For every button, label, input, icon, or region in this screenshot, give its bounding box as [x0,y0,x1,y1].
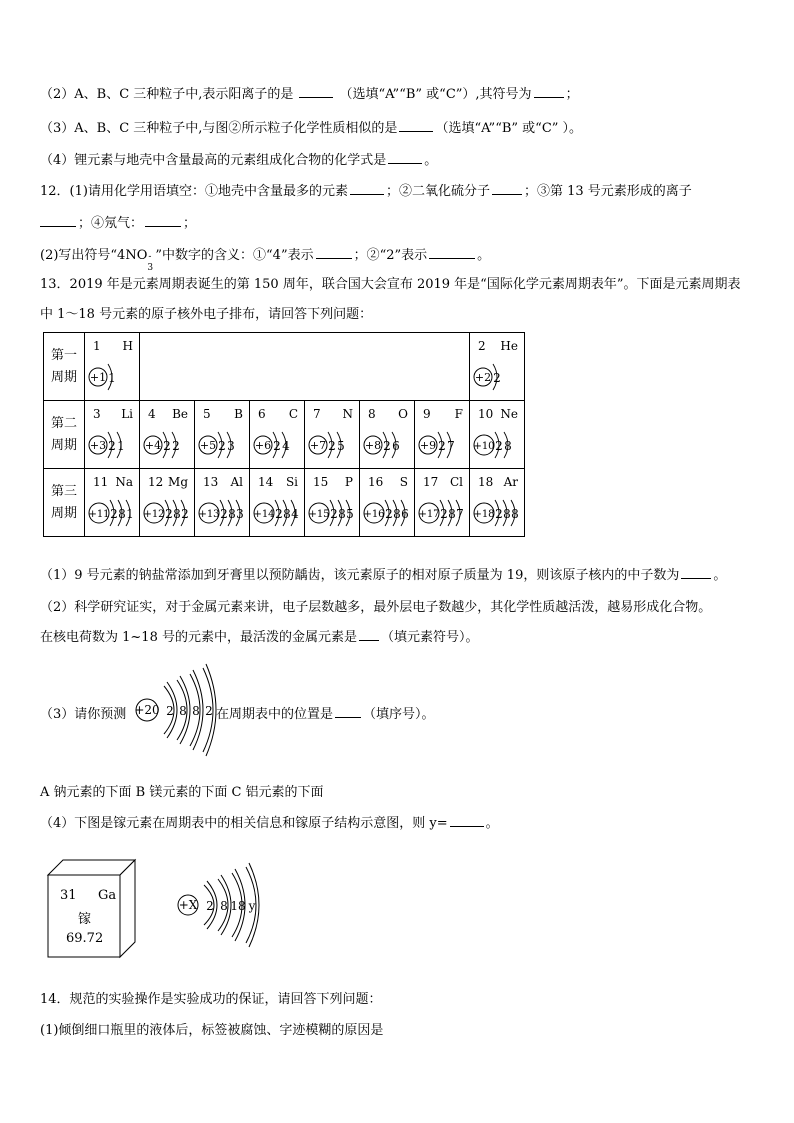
element-header [368,475,408,489]
atomic-number: 10 [478,407,494,421]
electron-count: 3 [236,507,244,521]
nucleus-charge: +13 [198,509,220,520]
question-12-line2: ；④氖气： ； [40,212,196,231]
element-cell-be [140,401,195,469]
electron-count: 2 [218,439,226,453]
nucleus-charge: +11 [88,509,110,520]
question-12-line1: 12．(1)请用化学用语填空：①地壳中含量最多的元素 ；②二氧化硫分子 ；③第 13 号元素形成的离子 [40,184,692,199]
element-symbol: Si [285,475,298,489]
atom-structure [140,491,194,535]
element-cell-li [85,401,140,469]
atom-structure [305,491,359,535]
element-header [368,407,408,421]
element-symbol: Cl [449,475,463,489]
element-header [148,475,188,489]
electron-count: 8 [511,507,519,521]
atom-structure [415,491,469,535]
atomic-number: 12 [148,475,164,489]
element-symbol: H [122,339,133,353]
question-13-4: （4）下图是镓元素在周期表中的相关信息和镓原子结构示意图，则 y= 。 [40,816,499,831]
electron-count: 6 [401,507,409,521]
electron-count: 2 [438,439,446,453]
element-cell-si [250,469,305,537]
element-symbol: C [288,407,298,421]
nucleus-charge: +4 [144,439,162,452]
question-13-3-tail: 在周期表中的位置是 （填序号）。 [216,707,435,722]
element-cell-n [305,401,360,469]
electron-count: y [248,899,256,913]
electron-count: 8 [220,899,228,913]
question-14-1: (1)倾倒细口瓶里的液体后，标签被腐蚀、字迹模糊的原因是 [40,1023,384,1038]
period-label: 第二 周期 [44,401,85,469]
electron-count: 2 [273,439,281,453]
element-header [203,475,243,489]
element-symbol: B [234,407,243,421]
electron-count: 2 [495,507,503,521]
electron-count: 2 [220,507,228,521]
element-header [423,407,463,421]
periodic-table [43,332,525,537]
question-13-1: （1）9 号元素的钠盐常添加到牙膏里以预防龋齿，该元素原子的相对原子质量为 19，则该原子核内的中子数为 。 [40,568,727,583]
electron-count: 2 [493,371,501,385]
atomic-number: 17 [423,475,439,489]
question-line: （2）A、B、C 三种粒子中,表示阳离子的是 （选填“A”“B” 或“C”）,其符号为 ； [40,87,579,102]
element-symbol: S [399,475,408,489]
electron-count: 8 [503,507,511,521]
atomic-number: 14 [258,475,274,489]
electron-count: 8 [228,507,236,521]
electron-count: 2 [385,507,393,521]
atomic-number: 5 [203,407,211,421]
element-cell-na [85,469,140,537]
electron-count: 8 [393,507,401,521]
nucleus-charge: +5 [199,439,217,452]
atom-structure [305,423,359,467]
electron-count: 8 [338,507,346,521]
element-cell-cl [415,469,470,537]
gallium-name: 镓 [78,912,92,927]
electron-count: 8 [192,704,200,718]
element-cell-ne [470,401,525,469]
nucleus-charge: +1 [89,371,107,384]
question-13-2a: （2）科学研究证实，对于金属元素来讲，电子层数越多，最外层电子数越少，其化学性质越活泼，越易形成化合物。 [40,600,712,615]
electron-count: 1 [108,371,116,385]
atom-structure [195,491,249,535]
atomic-number: 15 [313,475,329,489]
atom-structure [85,423,139,467]
atom-structure [415,423,469,467]
electron-count: 2 [440,507,448,521]
element-cell-mg [140,469,195,537]
nucleus-charge: +10 [473,441,495,452]
electron-count: 2 [495,439,503,453]
electron-count: 8 [173,507,181,521]
element-symbol: Li [121,407,133,421]
question-13-line1: 13．2019 年是元素周期表诞生的第 150 周年，联合国大会宣布 2019 年是“国际化学元素周期表年”。下面是元素周期表 [40,277,741,292]
electron-count: 8 [118,507,126,521]
nucleus-charge: +X [178,898,198,912]
element-header [258,407,298,421]
period-label: 第三 周期 [44,469,85,537]
element-cell-h [85,333,140,401]
element-header [93,475,133,489]
nucleus-charge: +9 [419,439,437,452]
gallium-element-box [45,855,140,965]
element-cell-ar [470,469,525,537]
atom-structure [360,423,414,467]
element-cell-f [415,401,470,469]
electron-count: 2 [166,704,174,718]
atomic-number: 11 [93,475,109,489]
electron-count: 8 [179,704,187,718]
nucleus-charge: +7 [309,439,327,452]
nucleus-charge: +18 [473,509,495,520]
electron-count: 5 [337,439,345,453]
electron-count: 2 [205,704,213,718]
electron-count: 2 [330,507,338,521]
atom-diagram-gallium [170,850,290,960]
element-header [203,407,243,421]
question-13-3: （3）请你预测 [40,707,127,722]
nucleus-charge: +17 [418,509,440,520]
element-cell-o [360,401,415,469]
nucleus-charge: +12 [143,509,165,520]
electron-count: 3 [227,439,235,453]
nucleus-charge: +8 [364,439,382,452]
electron-count: 2 [165,507,173,521]
atomic-number: 1 [93,339,101,353]
question-13-line2: 中 1～18 号元素的原子核外电子排布，请回答下列问题： [40,307,373,322]
element-header [93,339,133,353]
electron-count: 2 [383,439,391,453]
gallium-number: 31 [60,888,77,903]
atom-structure [470,423,524,467]
electron-count: 18 [230,899,246,913]
nucleus-charge: +20 [134,703,160,717]
element-symbol: Na [115,475,133,489]
element-symbol: P [344,475,353,489]
element-cell-c [250,401,305,469]
nucleus-charge: +15 [308,509,330,520]
element-cell-s [360,469,415,537]
nucleus-charge: +16 [363,509,385,520]
element-header [258,475,298,489]
question-line: （3）A、B、C 三种粒子中,与图②所示粒子化学性质相似的是 （选填“A”“B” 或“C” ）。 [40,121,583,136]
element-symbol: F [454,407,463,421]
atom-structure [195,423,249,467]
electron-count: 2 [163,439,171,453]
answer-options: A 钠元素的下面 B 镁元素的下面 C 铝元素的下面 [40,785,324,800]
electron-count: 7 [447,439,455,453]
electron-count: 5 [346,507,354,521]
electron-count: 8 [448,507,456,521]
electron-count: 1 [126,507,134,521]
nucleus-charge: +14 [253,509,275,520]
atomic-number: 4 [148,407,156,421]
gallium-mass: 69.72 [66,931,104,946]
atom-structure [140,423,194,467]
gallium-symbol: Ga [98,888,117,903]
element-header [93,407,133,421]
atom-structure [360,491,414,535]
atomic-number: 7 [313,407,321,421]
atom-structure [85,355,139,399]
atomic-number: 16 [368,475,384,489]
element-header [423,475,463,489]
element-header [313,407,353,421]
element-cell-b [195,401,250,469]
element-symbol: Mg [168,475,188,489]
electron-count: 8 [504,439,512,453]
element-header [148,407,188,421]
element-symbol: Al [230,475,243,489]
element-header [478,339,518,353]
atomic-number: 13 [203,475,219,489]
element-header [478,475,518,489]
element-cell-p [305,469,360,537]
electron-count: 4 [291,507,299,521]
electron-count: 2 [181,507,189,521]
electron-count: 2 [110,507,118,521]
electron-count: 2 [206,899,214,913]
nucleus-charge: +6 [254,439,272,452]
element-cell-al [195,469,250,537]
electron-count: 2 [275,507,283,521]
atom-structure [250,491,304,535]
atomic-number: 18 [478,475,494,489]
element-symbol: Ar [503,475,518,489]
electron-count: 2 [172,439,180,453]
atomic-number: 8 [368,407,376,421]
element-symbol: He [500,339,518,353]
question-13-2b: 在核电荷数为 1~18 号的元素中，最活泼的金属元素是 （填元素符号）。 [40,630,479,645]
period-label: 第一 周期 [44,333,85,401]
atom-structure [470,491,524,535]
electron-count: 1 [117,439,125,453]
element-symbol: N [342,407,353,421]
atomic-number: 3 [93,407,101,421]
question-line: （4）锂元素与地壳中含量最高的元素组成化合物的化学式是 。 [40,153,438,168]
element-symbol: Be [172,407,188,421]
electron-count: 2 [108,439,116,453]
nucleus-charge: +2 [474,371,492,384]
question-14: 14．规范的实验操作是实验成功的保证，请回答下列问题： [40,992,382,1007]
electron-count: 8 [283,507,291,521]
atomic-number: 6 [258,407,266,421]
element-symbol: Ne [500,407,518,421]
electron-count: 7 [456,507,464,521]
question-12-line3: (2)写出符号“4NO 3 - ”中数字的含义：①“4”表示 ；②“2”表示 。 [40,248,491,273]
atomic-number: 2 [478,339,486,353]
electron-count: 6 [392,439,400,453]
atom-structure [470,355,524,399]
element-symbol: O [398,407,408,421]
atom-structure [250,423,304,467]
atom-structure [85,491,139,535]
nucleus-charge: +3 [89,439,107,452]
element-cell-he [470,333,525,401]
electron-count: 4 [282,439,290,453]
atomic-number: 9 [423,407,431,421]
electron-count: 2 [328,439,336,453]
element-header [313,475,353,489]
element-header [478,407,518,421]
